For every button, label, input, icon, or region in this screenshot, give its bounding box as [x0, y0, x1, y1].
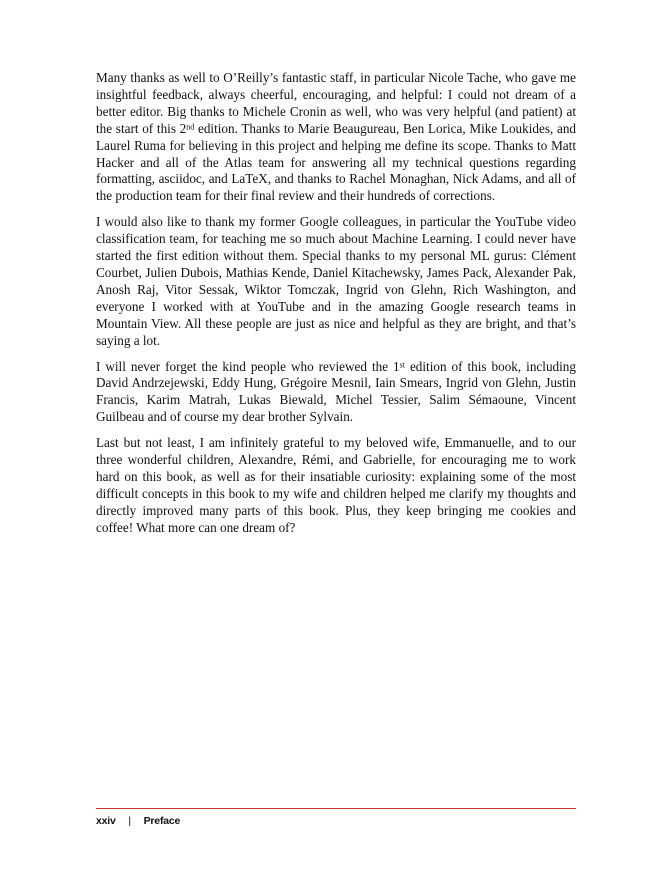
paragraph-staff-thanks-text-a: Many thanks as well to O’Reilly’s fantastic staff, in particular Nicole Tache, who gave me insightful feedback, always cheerful, encouraging, and helpful: I could not dream of a better editor. Big thanks to Michele Cronin as well, who was very helpful (and patient) at the start of this 2 — [96, 70, 576, 136]
footer-separator: | — [128, 815, 131, 827]
paragraph-reviewers — [96, 359, 576, 427]
paragraph-staff-thanks — [96, 70, 576, 205]
paragraph-google-colleagues: I would also like to thank my former Google colleagues, in particular the YouTube video classification team, for teaching me so much about Machine Learning. I could never have started the first edition without them. Special thanks to my personal ML gurus: Clément Courbet, Julien Dubois, Mathias Kende, Daniel Kitachewsky, James Pack, Alexander Pak, Anosh Raj, Vitor Sessak, Wiktor Tomczak, Ingrid von Glehn, Rich Washington, and everyone I worked with at YouTube and in the amazing Google research teams in Mountain View. All these people are just as nice and helpful as they are bright, and that’s saying a lot. — [96, 214, 576, 348]
section-title: Preface — [143, 815, 181, 827]
paragraph-reviewers-text-b: edition of this book, including David Andrzejewski, Eddy Hung, Grégoire Mesnil, Iain Smears, Ingrid von Glehn, Justin Francis, Karim Matrah, Lukas Biewald, Michel Tessier, Salim Sémaoune, Vincent Guilbeau and of course my dear brother Sylvain. — [96, 358, 576, 425]
page-number: xxiv — [96, 815, 116, 827]
paragraph-staff-thanks-text-b: edition. Thanks to Marie Beaugureau, Ben Lorica, Mike Loukides, and Laurel Ruma for believing in this project and helping me define its scope. Thanks to Matt Hacker and all of the Atlas team for answering all my technical questions regarding formatting, asciidoc, and LaTeX, and thanks to Rachel Monaghan, Nick Adams, and all of the production team for their final review and their hundreds of corrections. — [96, 120, 577, 204]
page-body — [96, 70, 576, 546]
edition-ordinal-superscript: nd — [186, 122, 195, 132]
footer-rule — [96, 808, 576, 809]
paragraph-family-thanks: Last but not least, I am infinitely grateful to my beloved wife, Emmanuelle, and to our three wonderful children, Alexandre, Rémi, and Gabrielle, for encouraging me to work hard on this book, as well as for their insatiable curiosity: explaining some of the most difficult concepts in this book to my wife and children helped me clarify my thoughts and directly improved many parts of this book. Plus, they keep bringing me cookies and coffee! What more can one dream of? — [96, 435, 576, 535]
paragraph-reviewers-text-a: I will never forget the kind people who reviewed the 1 — [96, 358, 400, 374]
edition-ordinal-superscript: st — [399, 359, 405, 369]
page-footer — [96, 815, 180, 827]
